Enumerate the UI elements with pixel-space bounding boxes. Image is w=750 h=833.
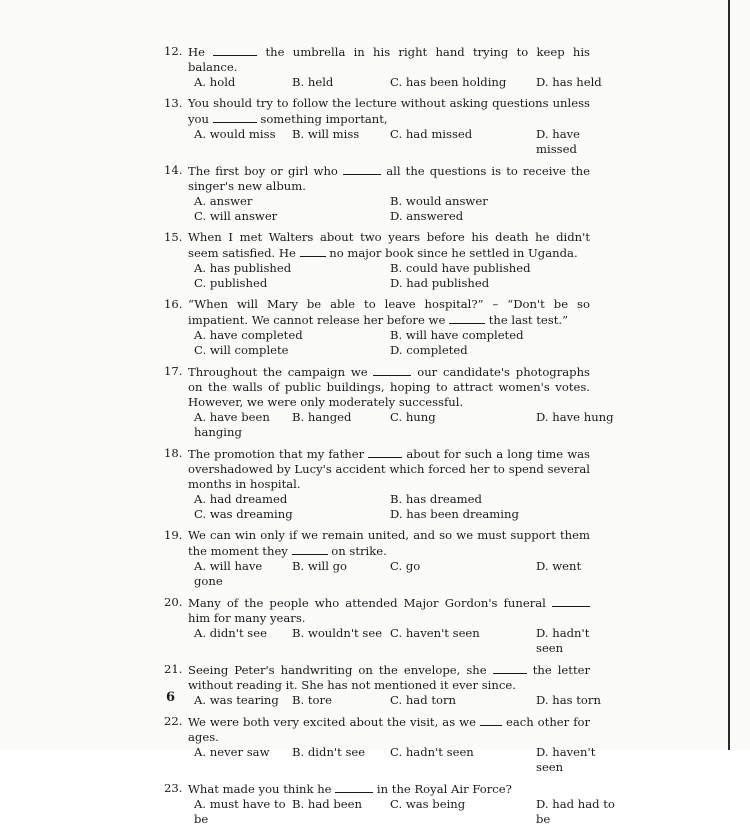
answer-blank [292,543,328,555]
question-number: 14. [164,163,183,177]
question-number: 15. [164,230,183,244]
answer-option: A. had dreamed [194,492,288,506]
question-number: 19. [164,528,183,542]
question-text-segment: Seeing Peter's handwriting on the envelope, she [188,663,493,677]
answer-option: B. has dreamed [390,492,482,506]
question-number: 13. [164,96,183,110]
answer-blank [335,781,373,793]
question-item [164,297,590,358]
answer-option: D. went [536,559,582,573]
answer-option: C. will complete [194,343,289,357]
answer-option: C. hadn't seen [390,745,474,759]
question-number: 12. [164,44,183,58]
question-text [188,230,590,261]
answer-option: B. tore [292,693,332,707]
answer-option: D. completed [390,343,468,357]
question-item [164,230,590,291]
answer-option: D. has torn [536,693,601,707]
question-text [188,528,590,559]
question-text-segment: no major book since he settled in Uganda. [329,246,578,260]
answer-option: A. answer [194,194,253,208]
question-text-segment: You should try to follow the lecture without asking questions unless you [188,96,590,126]
question-text-segment: The promotion that my father [188,447,369,461]
answer-option: C. had missed [390,127,473,141]
answer-blank [213,111,257,123]
question-text-segment: all the questions is to receive the singer's new album. [188,164,591,193]
question-text-segment: him for many years. [188,611,306,625]
question-item [164,595,590,656]
answer-option: D. has been dreaming [390,507,519,521]
question-text-segment: something important, [260,112,388,126]
question-number: 18. [164,446,183,460]
question-number: 23. [164,781,183,795]
answer-options [194,261,590,291]
question-text-segment: The first boy or girl who [188,164,344,178]
question-text [188,163,590,194]
answer-option: A. have completed [194,328,303,342]
answer-option: C. was dreaming [194,507,293,521]
answer-option: A. has published [194,261,292,275]
answer-option: A. was tearing [194,693,279,707]
answer-option: B. had been [292,797,362,811]
question-text [188,662,590,693]
answer-option: D. has held [536,75,602,89]
answer-option: C. haven't seen [390,626,480,640]
question-text-segment: “When will Mary be able to leave hospital?” – “Don't be so impatient. We cannot release her before we [188,297,590,327]
page-number: 6 [166,690,176,705]
question-text [188,781,590,797]
question-item [164,446,590,522]
answer-option: C. hung [390,410,436,424]
answer-option: C. has been holding [390,75,507,89]
question-text-segment: Throughout the campaign we [188,365,374,379]
answer-blank [368,446,402,458]
answer-option: C. had torn [390,693,456,707]
question-item [164,364,614,440]
question-text-segment: He [188,45,214,59]
answer-option: C. published [194,276,268,290]
question-item [164,781,615,827]
answer-option: C. go [390,559,421,573]
answer-option: B. hanged [292,410,352,424]
answer-option: A. must have to be [194,797,286,826]
question-text-segment: What made you think he [188,782,336,796]
answer-options [194,410,614,440]
question-item [164,44,602,90]
answer-blank [449,312,485,324]
question-text [188,446,590,492]
question-text [188,364,590,410]
question-text-segment: We were both very excited about the visit, as we [188,715,480,729]
answer-blank [300,245,326,257]
answer-option: D. had published [390,276,490,290]
answer-option: A. never saw [194,745,270,759]
question-text-segment: each other for ages. [188,715,591,744]
answer-option: A. hold [194,75,236,89]
question-text [188,44,590,75]
answer-options [194,626,590,656]
answer-blank [493,662,527,674]
answer-option: B. could have published [390,261,531,275]
answer-blank [552,595,590,607]
answer-blank [213,44,257,56]
answer-options [194,127,590,157]
answer-options [194,797,615,827]
question-text-segment: the umbrella in his right hand trying to keep his balance. [188,45,591,74]
answer-option: A. would miss [194,127,276,141]
question-item [164,714,596,775]
answer-option: B. will go [292,559,348,573]
answer-blank [343,163,381,175]
answer-option: C. will answer [194,209,278,223]
answer-blank [480,714,502,726]
question-text [188,297,590,328]
question-item [164,96,590,157]
question-number: 16. [164,297,183,311]
question-text [188,96,590,127]
answer-option: B. would answer [390,194,488,208]
answer-blank [373,364,411,376]
answer-options [194,693,601,708]
answer-option: D. had had to be [536,797,615,826]
question-text [188,714,590,745]
answer-options [194,328,590,358]
answer-option: B. held [292,75,334,89]
question-list [164,44,615,833]
question-text-segment: in the Royal Air Force? [376,782,512,796]
question-text [188,595,590,626]
question-text-segment: We can win only if we remain united, and so we must support them the moment they [188,528,590,558]
question-text-segment: When I met Walters about two years before his death he didn't seem satisfied. He [188,230,590,260]
answer-option: D. haven't seen [536,745,596,774]
answer-option: D. answered [390,209,464,223]
answer-option: D. have hung [536,410,614,424]
question-item [164,662,601,708]
question-text-segment: Many of the people who attended Major Gordon's funeral [188,596,552,610]
question-number: 20. [164,595,183,609]
question-item [164,528,590,589]
question-number: 21. [164,662,183,676]
answer-option: D. have missed [536,127,581,156]
question-text-segment: the letter without reading it. She has not mentioned it ever since. [188,663,591,692]
answer-option: D. hadn't seen [536,626,590,655]
answer-option: B. wouldn't see [292,626,383,640]
answer-option: A. will have gone [194,559,263,588]
answer-option: A. didn't see [194,626,267,640]
question-item [164,163,590,224]
answer-option: B. didn't see [292,745,366,759]
question-text-segment: on strike. [331,544,387,558]
answer-option: C. was being [390,797,466,811]
answer-options [194,75,602,90]
answer-options [194,194,590,224]
answer-option: B. will have completed [390,328,524,342]
answer-options [194,492,590,522]
answer-option: A. have been hanging [194,410,270,439]
question-text-segment: the last test.” [488,313,569,327]
question-number: 22. [164,714,183,728]
question-number: 17. [164,364,183,378]
answer-options [194,559,590,589]
question-text-segment: about for such a long time was overshadowed by Lucy's accident which forced her to spend several months in hospital. [188,447,590,491]
page-edge-line [728,0,730,750]
answer-option: B. will miss [292,127,360,141]
question-text-segment: our candidate's photographs on the walls of public buildings, hoping to attract women's votes. However, we were only moderately successful. [188,365,591,409]
